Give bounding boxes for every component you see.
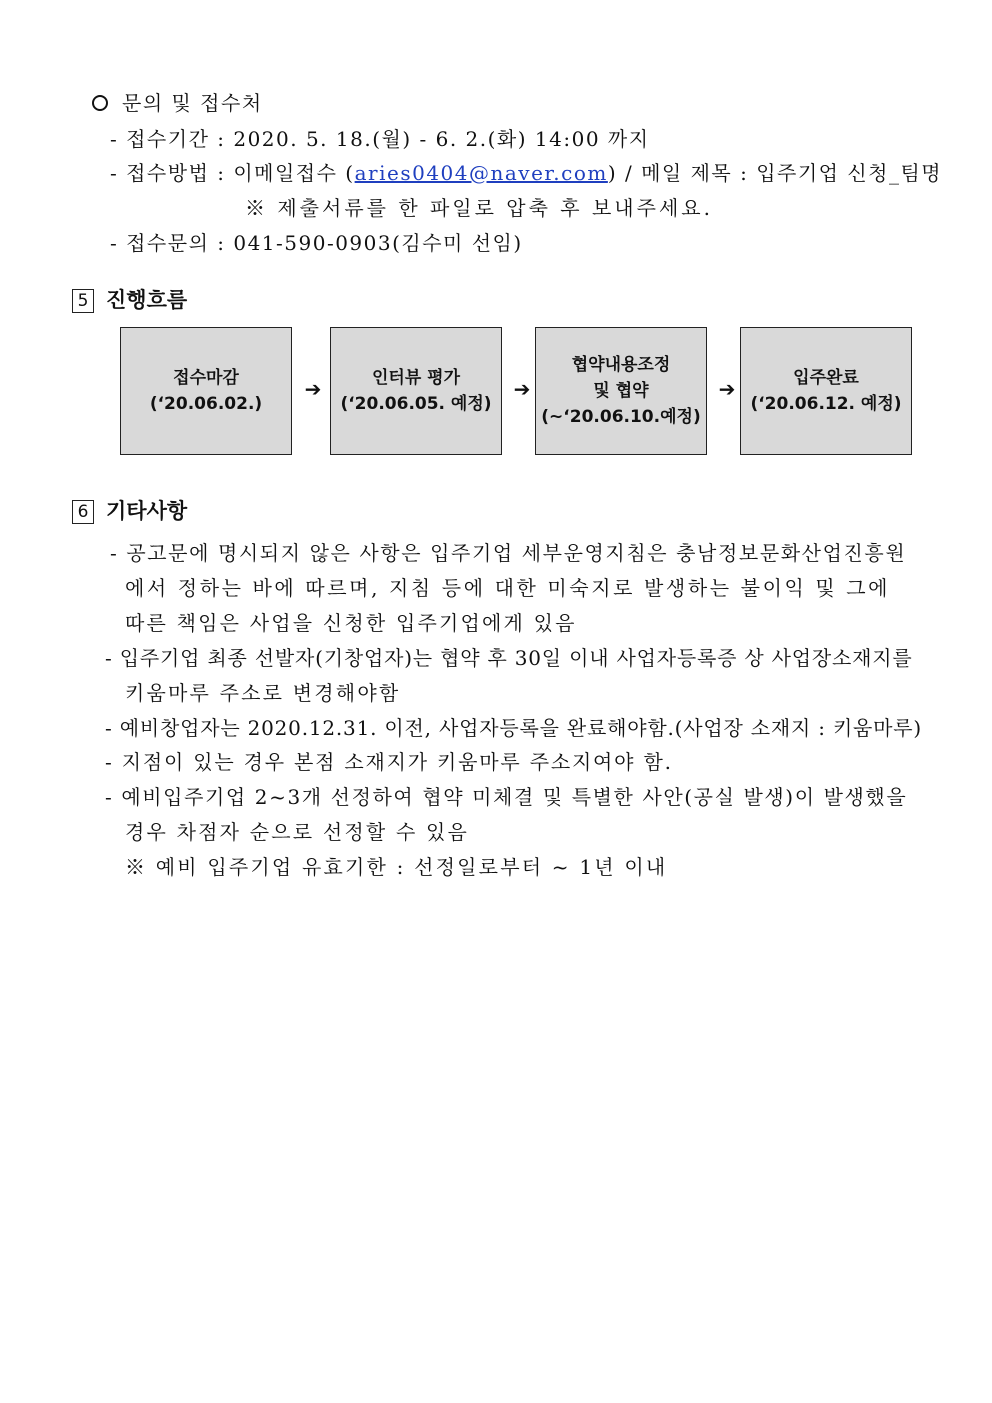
flow-step-1 bbox=[120, 327, 292, 455]
contact-note: ※ 제출서류를 한 파일로 압축 후 보내주세요. bbox=[245, 196, 713, 220]
flow-step-2 bbox=[330, 327, 502, 455]
flow-step-2-line-2: (‘20.06.05. 예정) bbox=[340, 394, 492, 414]
flow-step-3-line-2: 및 협약 bbox=[593, 381, 649, 401]
arrow-right-icon: ➔ bbox=[718, 377, 736, 401]
contact-heading-text: 문의 및 접수처 bbox=[122, 91, 263, 115]
email-link[interactable]: aries0404@naver.com bbox=[354, 161, 608, 185]
etc-line-2: 에서 정하는 바에 따르며, 지침 등에 대한 미숙지로 발생하는 불이익 및 그에 bbox=[125, 576, 891, 600]
method-suffix: ) / 메일 제목 : 입주기업 신청_팀명 bbox=[607, 161, 943, 185]
section6-number: 6 bbox=[72, 500, 94, 524]
etc-line-9: 경우 차점자 순으로 선정할 수 있음 bbox=[125, 820, 470, 844]
etc-line-3: 따른 책임은 사업을 신청한 입주기업에게 있음 bbox=[125, 611, 577, 635]
contact-period: - 접수기간 : 2020. 5. 18.(월) - 6. 2.(화) 14:00 까지 bbox=[110, 127, 650, 151]
flow-step-4-line-2: (‘20.06.12. 예정) bbox=[750, 394, 902, 414]
flow-step-3 bbox=[535, 327, 707, 455]
etc-note: ※ 예비 입주기업 유효기한 : 선정일로부터 ~ 1년 이내 bbox=[125, 855, 668, 879]
arrow-right-icon: ➔ bbox=[513, 377, 531, 401]
contact-method bbox=[110, 160, 942, 186]
method-prefix: - 접수방법 : 이메일접수 ( bbox=[110, 161, 355, 185]
section5-title: 진행흐름 bbox=[106, 288, 188, 312]
flow-step-3-line-1: 협약내용조정 bbox=[571, 355, 671, 375]
circle-bullet-icon bbox=[92, 95, 108, 111]
flow-step-2-line-1: 인터뷰 평가 bbox=[371, 368, 461, 388]
contact-heading bbox=[92, 90, 263, 116]
section6-title: 기타사항 bbox=[106, 499, 188, 523]
flow-step-1-line-2: (‘20.06.02.) bbox=[149, 394, 263, 414]
section5-number: 5 bbox=[72, 289, 94, 313]
etc-line-1: - 공고문에 명시되지 않은 사항은 입주기업 세부운영지침은 충남정보문화산업진흥원 bbox=[110, 541, 907, 565]
flow-step-4-line-1: 입주완료 bbox=[793, 368, 859, 388]
flow-step-4 bbox=[740, 327, 912, 455]
etc-line-8: - 예비입주기업 2~3개 선정하여 협약 미체결 및 특별한 사안(공실 발생)이 발생했을 bbox=[105, 785, 908, 809]
arrow-right-icon: ➔ bbox=[304, 377, 322, 401]
etc-line-7: - 지점이 있는 경우 본점 소재지가 키움마루 주소지여야 함. bbox=[105, 750, 673, 774]
etc-line-5: 키움마루 주소로 변경해야함 bbox=[125, 681, 401, 705]
etc-line-4: - 입주기업 최종 선발자(기창업자)는 협약 후 30일 이내 사업자등록증 상 사업장소재지를 bbox=[105, 646, 913, 670]
contact-inquiry: - 접수문의 : 041-590-0903(김수미 선임) bbox=[110, 231, 523, 255]
section5-heading bbox=[72, 286, 187, 314]
etc-line-6: - 예비창업자는 2020.12.31. 이전, 사업자등록을 완료해야함.(사업장 소재지 : 키움마루) bbox=[105, 716, 923, 740]
flow-step-3-line-3: (~‘20.06.10.예정) bbox=[541, 407, 701, 427]
flow-step-1-line-1: 접수마감 bbox=[173, 368, 239, 388]
section6-heading bbox=[72, 497, 187, 525]
